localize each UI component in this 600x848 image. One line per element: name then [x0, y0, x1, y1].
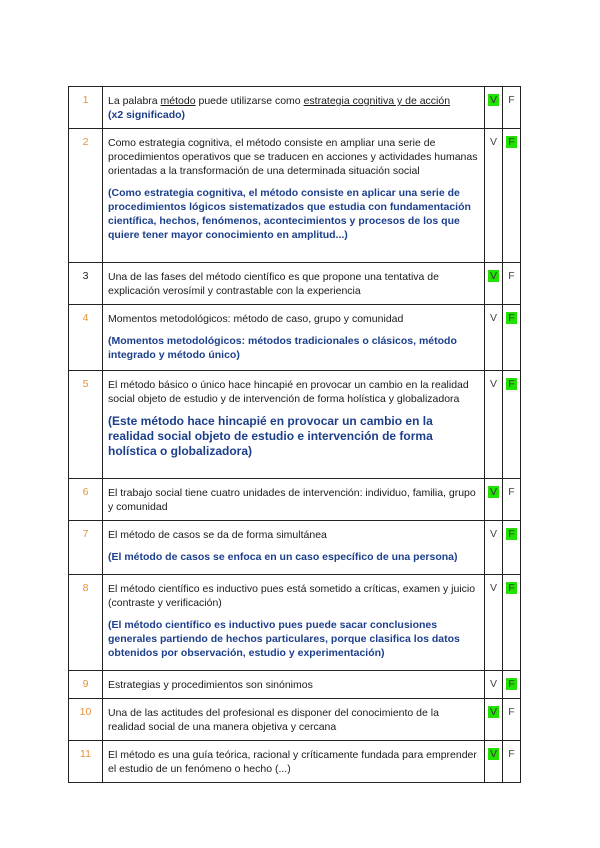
row-number: 5: [69, 371, 103, 479]
correction-note: (El método de casos se enfoca en un caso específico de una persona): [108, 551, 458, 563]
false-cell: [503, 671, 521, 699]
false-option[interactable]: F: [508, 270, 515, 282]
false-option[interactable]: F: [508, 706, 515, 718]
true-option[interactable]: V: [489, 528, 497, 540]
statement-cell: [103, 87, 485, 129]
false-option[interactable]: F: [508, 748, 515, 760]
row-number: 4: [69, 305, 103, 371]
statement-text: El método es una guía teórica, racional y críticamente fundada para emprender el estudio de un fenómeno o hecho (...): [108, 749, 477, 775]
true-option[interactable]: V: [489, 706, 497, 718]
statement-text: Estrategias y procedimientos son sinónimos: [108, 679, 313, 691]
true-cell: [485, 263, 503, 305]
row-number: 8: [69, 575, 103, 671]
true-option[interactable]: V: [489, 678, 497, 690]
false-option[interactable]: F: [508, 312, 515, 324]
false-option[interactable]: F: [508, 378, 515, 390]
table-row: [69, 521, 521, 575]
statement-cell: [103, 129, 485, 263]
true-cell: [485, 521, 503, 575]
statement-text: Momentos metodológicos: método de caso, grupo y comunidad: [108, 313, 404, 325]
true-option[interactable]: V: [489, 136, 497, 148]
false-option[interactable]: F: [508, 528, 515, 540]
statement-text: Una de las fases del método científico es que propone una tentativa de explicación verosímil y contrastable con la experiencia: [108, 271, 439, 297]
statement-part: puede utilizarse como: [195, 95, 304, 107]
true-cell: [485, 129, 503, 263]
row-number: 3: [69, 263, 103, 305]
statement-cell: [103, 521, 485, 575]
statement-text: El método científico es inductivo pues está sometido a críticas, examen y juicio (contraste y verificación): [108, 583, 476, 609]
false-cell: [503, 741, 521, 783]
row-number: 2: [69, 129, 103, 263]
true-option[interactable]: V: [489, 582, 497, 594]
statement-text: Una de las actitudes del profesional es disponer del conocimiento de la realidad social de una manera objetiva y cercana: [108, 707, 439, 733]
statement-cell: [103, 305, 485, 371]
row-number: 9: [69, 671, 103, 699]
row-number: 7: [69, 521, 103, 575]
false-cell: [503, 305, 521, 371]
correction-note: (Como estrategia cognitiva, el método consiste en aplicar una serie de procedimientos lógicos sistematizados que estudia con fundamentación científica, hechos, fenómenos, acontecimientos y procesos de los que quiere tener mayor conocimiento en amplitud...): [108, 187, 471, 241]
table-body: [69, 87, 521, 783]
true-option[interactable]: V: [489, 270, 497, 282]
statement-part: La palabra: [108, 95, 161, 107]
true-option[interactable]: V: [489, 486, 497, 498]
false-cell: [503, 699, 521, 741]
true-option[interactable]: V: [489, 748, 497, 760]
statement-cell: [103, 741, 485, 783]
false-cell: [503, 479, 521, 521]
true-cell: [485, 305, 503, 371]
statement-cell: [103, 263, 485, 305]
true-cell: [485, 741, 503, 783]
false-cell: [503, 129, 521, 263]
statement-text: El método de casos se da de forma simultánea: [108, 529, 327, 541]
statement-text: Como estrategia cognitiva, el método consiste en ampliar una serie de procedimientos operativos que se traducen en acciones y actividades humanas orientadas a la transformación de una determinada situación social: [108, 137, 478, 177]
true-cell: [485, 87, 503, 129]
table-row: [69, 575, 521, 671]
statement-cell: [103, 671, 485, 699]
false-cell: [503, 521, 521, 575]
false-cell: [503, 371, 521, 479]
statement-cell: [103, 371, 485, 479]
true-false-table: [68, 86, 521, 783]
table-row: [69, 263, 521, 305]
correction-note: (El método científico es inductivo pues puede sacar conclusiones generales partiendo de hechos particulares, porque clasifica los datos obtenidos por observación, estudio y experimentación): [108, 619, 460, 659]
correction-note: (Este método hace hincapié en provocar un cambio en la realidad social objeto de estudio e intervención de forma holística o globalizadora): [108, 414, 433, 458]
table-row: [69, 479, 521, 521]
correction-note: (x2 significado): [108, 109, 186, 121]
statement-cell: [103, 699, 485, 741]
false-cell: [503, 263, 521, 305]
statement-text: El trabajo social tiene cuatro unidades de intervención: individuo, familia, grupo y comunidad: [108, 487, 476, 513]
table-row: [69, 741, 521, 783]
row-number: 1: [69, 87, 103, 129]
false-cell: [503, 575, 521, 671]
statement-text: [108, 94, 478, 108]
table-row: [69, 129, 521, 263]
table-row: [69, 87, 521, 129]
true-option[interactable]: V: [489, 378, 497, 390]
false-option[interactable]: F: [508, 136, 515, 148]
table-row: [69, 371, 521, 479]
true-cell: [485, 699, 503, 741]
table-row: [69, 699, 521, 741]
true-option[interactable]: V: [489, 312, 497, 324]
correction-note: (Momentos metodológicos: métodos tradicionales o clásicos, método integrado y método único): [108, 335, 457, 361]
false-option[interactable]: F: [508, 94, 515, 106]
false-option[interactable]: F: [508, 582, 515, 594]
row-number: 6: [69, 479, 103, 521]
true-cell: [485, 671, 503, 699]
true-cell: [485, 371, 503, 479]
statement-cell: [103, 479, 485, 521]
false-cell: [503, 87, 521, 129]
true-option[interactable]: V: [489, 94, 497, 106]
statement-cell: [103, 575, 485, 671]
row-number: 10: [69, 699, 103, 741]
statement-text: El método básico o único hace hincapié en provocar un cambio en la realidad social objeto de estudio y de intervención de forma holística y globalizadora: [108, 379, 469, 405]
underlined-term: método: [160, 95, 196, 107]
false-option[interactable]: F: [508, 678, 515, 690]
true-cell: [485, 479, 503, 521]
table-row: [69, 305, 521, 371]
table-row: [69, 671, 521, 699]
underlined-term: estrategia cognitiva y de acción: [303, 95, 451, 107]
false-option[interactable]: F: [508, 486, 515, 498]
row-number: 11: [69, 741, 103, 783]
true-cell: [485, 575, 503, 671]
